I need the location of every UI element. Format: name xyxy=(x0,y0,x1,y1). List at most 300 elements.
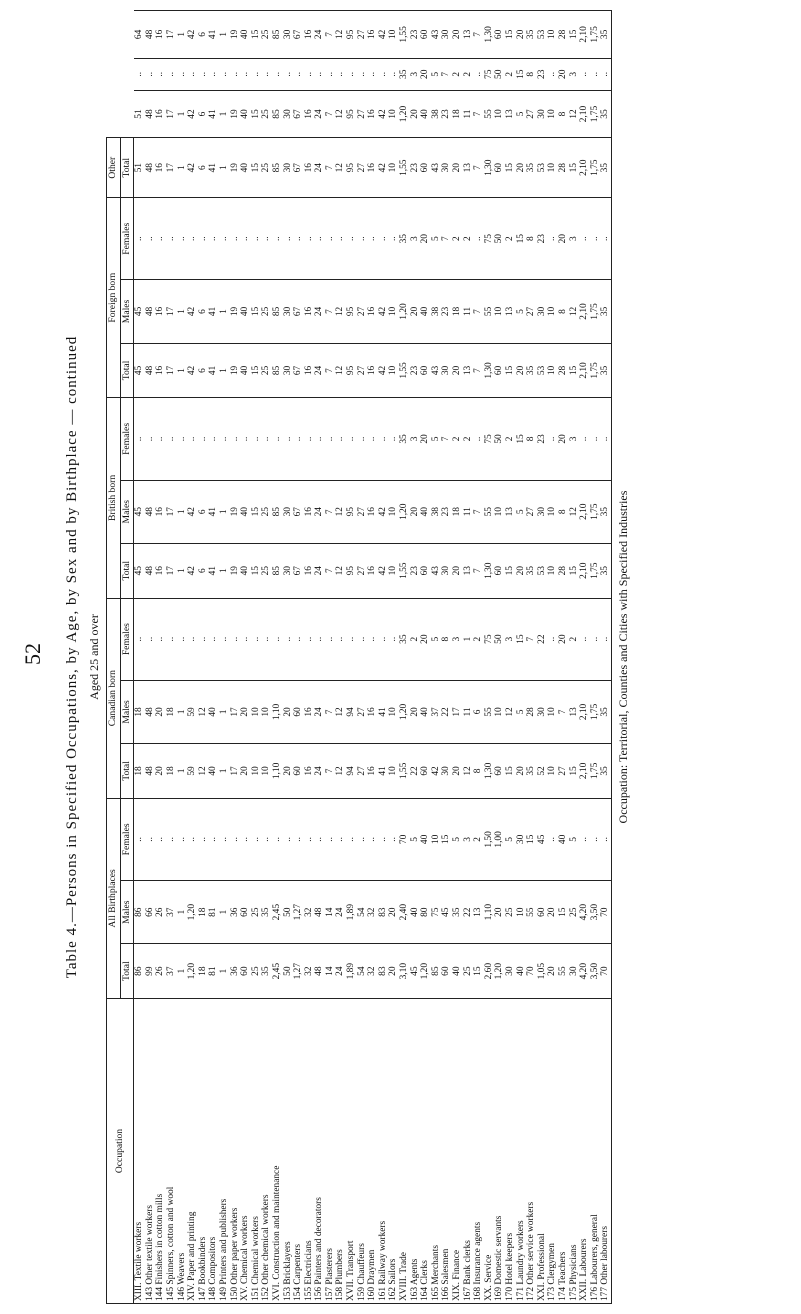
sub-header: Males xyxy=(120,680,134,743)
value-cell: .. xyxy=(600,798,611,880)
value-cell: 30 xyxy=(283,480,294,543)
value-cell: 22 xyxy=(410,744,421,799)
value-cell: 7 xyxy=(473,543,484,598)
value-cell: 20 xyxy=(516,543,527,598)
value-cell: .. xyxy=(261,198,272,280)
value-cell: 4,20 xyxy=(579,944,590,999)
value-cell: 1,55 xyxy=(399,744,410,799)
sub-header: Females xyxy=(120,798,134,880)
value-cell: 20 xyxy=(420,398,431,480)
value-cell: 53 xyxy=(537,11,548,59)
value-cell: .. xyxy=(208,58,219,90)
value-cell: 25 xyxy=(261,90,272,138)
value-cell: 24 xyxy=(314,680,325,743)
value-cell: .. xyxy=(314,198,325,280)
table-row xyxy=(526,11,537,1304)
table-row xyxy=(219,11,230,1304)
value-cell: .. xyxy=(261,58,272,90)
value-cell: 45 xyxy=(134,280,145,343)
value-cell: 2 xyxy=(463,398,474,480)
value-cell: 19 xyxy=(230,11,241,59)
value-cell: 16 xyxy=(367,11,378,59)
occupation-cell: 162 Sailors xyxy=(388,999,399,1304)
occupation-cell: 150 Other paper workers xyxy=(230,999,241,1304)
value-cell: 3,50 xyxy=(590,944,601,999)
value-cell: .. xyxy=(378,598,389,680)
value-cell: 5 xyxy=(516,90,527,138)
value-cell: 10 xyxy=(547,343,558,398)
value-cell: 1 xyxy=(177,280,188,343)
value-cell: 1,75 xyxy=(590,11,601,59)
value-cell: 28 xyxy=(558,11,569,59)
value-cell: 43 xyxy=(431,138,442,198)
value-cell: 35 xyxy=(600,280,611,343)
value-cell: 1,75 xyxy=(590,680,601,743)
value-cell: 94 xyxy=(346,744,357,799)
value-cell: 11 xyxy=(463,480,474,543)
value-cell: 1,20 xyxy=(399,280,410,343)
value-cell: 1 xyxy=(177,744,188,799)
value-cell: 32 xyxy=(304,944,315,999)
value-cell: .. xyxy=(187,198,198,280)
value-cell: 7 xyxy=(325,138,336,198)
value-cell: 6 xyxy=(198,11,209,59)
value-cell: 1 xyxy=(219,280,230,343)
sub-header: Total xyxy=(120,543,134,598)
value-cell: 1,20 xyxy=(399,90,410,138)
value-cell: 60 xyxy=(420,744,431,799)
value-cell: 28 xyxy=(558,138,569,198)
value-cell: .. xyxy=(378,798,389,880)
value-cell: 20 xyxy=(410,280,421,343)
sub-header: Total xyxy=(120,138,134,198)
value-cell: .. xyxy=(346,398,357,480)
value-cell: 2,60 xyxy=(484,944,495,999)
value-cell: 19 xyxy=(230,543,241,598)
value-cell: .. xyxy=(357,798,368,880)
value-cell: 48 xyxy=(145,343,156,398)
value-cell: 1,05 xyxy=(537,944,548,999)
value-cell: 15 xyxy=(516,398,527,480)
value-cell: 1,27 xyxy=(293,944,304,999)
table-row xyxy=(251,11,262,1304)
table-row xyxy=(494,11,505,1304)
value-cell: 15 xyxy=(251,343,262,398)
value-cell: 1,50 xyxy=(484,798,495,880)
value-cell: 7 xyxy=(473,138,484,198)
value-cell: 85 xyxy=(272,343,283,398)
value-cell: 15 xyxy=(569,343,580,398)
value-cell: 95 xyxy=(346,480,357,543)
value-cell: .. xyxy=(240,58,251,90)
occupation-cell: 149 Printers and publishers xyxy=(219,999,230,1304)
table-sub-caption: Occupation: Territorial, Counties and Cities with Specified Industries xyxy=(615,490,630,824)
table-row xyxy=(314,11,325,1304)
table-row xyxy=(505,11,516,1304)
value-cell: 59 xyxy=(187,744,198,799)
occupation-cell: 167 Bank clerks xyxy=(463,999,474,1304)
value-cell: .. xyxy=(325,398,336,480)
value-cell: 35 xyxy=(600,680,611,743)
value-cell: 10 xyxy=(251,680,262,743)
value-cell: 50 xyxy=(494,198,505,280)
occupation-cell: 176 Labourers, general xyxy=(590,999,601,1304)
value-cell: .. xyxy=(166,798,177,880)
value-cell: 1,00 xyxy=(494,798,505,880)
value-cell: 1,20 xyxy=(187,881,198,944)
value-cell: 3 xyxy=(410,198,421,280)
value-cell: 59 xyxy=(187,680,198,743)
value-cell: 36 xyxy=(230,881,241,944)
table-row xyxy=(367,11,378,1304)
value-cell: 10 xyxy=(388,744,399,799)
value-cell: 3 xyxy=(569,58,580,90)
occupation-cell: 153 Bricklayers xyxy=(283,999,294,1304)
value-cell: 1,75 xyxy=(590,343,601,398)
value-cell: 13 xyxy=(463,11,474,59)
value-cell: .. xyxy=(283,398,294,480)
value-cell: .. xyxy=(378,58,389,90)
value-cell: 12 xyxy=(569,90,580,138)
table-row xyxy=(600,11,611,1304)
value-cell: 12 xyxy=(569,280,580,343)
value-cell: 41 xyxy=(208,280,219,343)
value-cell: 10 xyxy=(547,280,558,343)
value-cell: 25 xyxy=(261,343,272,398)
value-cell: 60 xyxy=(420,138,431,198)
value-cell: 42 xyxy=(187,280,198,343)
table-row xyxy=(388,11,399,1304)
value-cell: 1,55 xyxy=(399,343,410,398)
value-cell: 48 xyxy=(314,881,325,944)
value-cell: 1,10 xyxy=(484,881,495,944)
value-cell: 25 xyxy=(251,881,262,944)
value-cell: .. xyxy=(187,58,198,90)
occupation-cell: XIII. Textile workers xyxy=(134,999,145,1304)
value-cell: 16 xyxy=(155,11,166,59)
value-cell: 8 xyxy=(526,58,537,90)
value-cell: .. xyxy=(145,58,156,90)
value-cell: 35 xyxy=(600,343,611,398)
value-cell: 60 xyxy=(494,11,505,59)
value-cell: 20 xyxy=(410,680,421,743)
value-cell: .. xyxy=(473,198,484,280)
value-cell: 27 xyxy=(558,744,569,799)
value-cell: 15 xyxy=(569,138,580,198)
value-cell: 3,10 xyxy=(399,944,410,999)
value-cell: .. xyxy=(357,198,368,280)
value-cell: 19 xyxy=(230,138,241,198)
value-cell: 41 xyxy=(208,90,219,138)
value-cell: 75 xyxy=(484,58,495,90)
occupation-cell: 145 Spinners, cotton and wool xyxy=(166,999,177,1304)
occupation-cell: 151 Chemical workers xyxy=(251,999,262,1304)
value-cell: .. xyxy=(272,598,283,680)
value-cell: 85 xyxy=(431,944,442,999)
value-cell: 40 xyxy=(240,543,251,598)
value-cell: 2 xyxy=(505,398,516,480)
value-cell: 18 xyxy=(166,680,177,743)
value-cell: .. xyxy=(304,58,315,90)
occupation-cell: 152 Other chemical workers xyxy=(261,999,272,1304)
value-cell: 27 xyxy=(526,280,537,343)
value-cell: 67 xyxy=(293,543,304,598)
value-cell: 35 xyxy=(600,744,611,799)
value-cell: 1,75 xyxy=(590,138,601,198)
value-cell: 5 xyxy=(505,798,516,880)
value-cell: .. xyxy=(177,198,188,280)
value-cell: 60 xyxy=(240,881,251,944)
value-cell: .. xyxy=(600,58,611,90)
value-cell: 5 xyxy=(516,680,527,743)
value-cell: .. xyxy=(240,598,251,680)
value-cell: 42 xyxy=(187,90,198,138)
value-cell: 1 xyxy=(177,480,188,543)
value-cell: 10 xyxy=(388,11,399,59)
value-cell: 40 xyxy=(240,138,251,198)
value-cell: 13 xyxy=(463,543,474,598)
value-cell: 10 xyxy=(547,11,558,59)
value-cell: 53 xyxy=(537,543,548,598)
value-cell: 35 xyxy=(600,90,611,138)
value-cell: 66 xyxy=(145,881,156,944)
value-cell: 12 xyxy=(463,744,474,799)
value-cell: 14 xyxy=(325,944,336,999)
value-cell: 17 xyxy=(166,343,177,398)
value-cell: 12 xyxy=(335,280,346,343)
value-cell: .. xyxy=(378,398,389,480)
value-cell: 2 xyxy=(473,798,484,880)
occupation-cell: 168 Insurance agents xyxy=(473,999,484,1304)
value-cell: 35 xyxy=(526,11,537,59)
value-cell: .. xyxy=(367,58,378,90)
value-cell: 1,75 xyxy=(590,280,601,343)
value-cell: 16 xyxy=(367,280,378,343)
value-cell: .. xyxy=(177,58,188,90)
occupation-cell: 157 Plasterers xyxy=(325,999,336,1304)
occupation-cell: 174 Teachers xyxy=(558,999,569,1304)
sub-header: Males xyxy=(120,881,134,944)
value-cell: 27 xyxy=(357,480,368,543)
value-cell: 94 xyxy=(346,680,357,743)
value-cell: 23 xyxy=(441,480,452,543)
value-cell: 17 xyxy=(166,11,177,59)
value-cell: 85 xyxy=(272,543,283,598)
value-cell: 42 xyxy=(378,480,389,543)
value-cell: .. xyxy=(579,198,590,280)
value-cell: .. xyxy=(155,58,166,90)
value-cell: .. xyxy=(145,198,156,280)
value-cell: 20 xyxy=(388,881,399,944)
value-cell: 5 xyxy=(569,798,580,880)
value-cell: 20 xyxy=(388,944,399,999)
value-cell: 15 xyxy=(441,798,452,880)
value-cell: .. xyxy=(579,798,590,880)
value-cell: 18 xyxy=(198,944,209,999)
value-cell: 35 xyxy=(452,881,463,944)
value-cell: 11 xyxy=(463,280,474,343)
occupation-cell: 156 Painters and decorators xyxy=(314,999,325,1304)
value-cell: 15 xyxy=(569,543,580,598)
value-cell: 8 xyxy=(558,280,569,343)
value-cell: 60 xyxy=(494,343,505,398)
value-cell: 12 xyxy=(569,480,580,543)
value-cell: 6 xyxy=(198,343,209,398)
value-cell: .. xyxy=(388,198,399,280)
value-cell: 22 xyxy=(537,598,548,680)
group-header: Canadian born xyxy=(107,598,121,798)
value-cell: 48 xyxy=(145,138,156,198)
value-cell: 42 xyxy=(378,543,389,598)
value-cell: 60 xyxy=(420,11,431,59)
value-cell: 10 xyxy=(494,480,505,543)
value-cell: 1 xyxy=(219,90,230,138)
value-cell: 20 xyxy=(420,58,431,90)
value-cell: 20 xyxy=(558,58,569,90)
occupation-cell: 147 Bookbinders xyxy=(198,999,209,1304)
value-cell: .. xyxy=(335,798,346,880)
value-cell: 12 xyxy=(198,744,209,799)
value-cell: 1 xyxy=(219,881,230,944)
value-cell: 67 xyxy=(293,280,304,343)
value-cell: 13 xyxy=(505,280,516,343)
value-cell: .. xyxy=(261,798,272,880)
value-cell: 10 xyxy=(261,680,272,743)
value-cell: 8 xyxy=(558,90,569,138)
table-row xyxy=(431,11,442,1304)
value-cell: 55 xyxy=(484,680,495,743)
value-cell: 24 xyxy=(314,343,325,398)
value-cell: 25 xyxy=(261,280,272,343)
value-cell: 10 xyxy=(494,280,505,343)
value-cell: 1 xyxy=(177,881,188,944)
value-cell: 48 xyxy=(145,11,156,59)
value-cell: 67 xyxy=(293,480,304,543)
value-cell: 50 xyxy=(283,881,294,944)
value-cell: 24 xyxy=(314,280,325,343)
table-row xyxy=(208,11,219,1304)
value-cell: 64 xyxy=(134,11,145,59)
value-cell: 10 xyxy=(547,680,558,743)
value-cell: .. xyxy=(134,58,145,90)
value-cell: .. xyxy=(283,598,294,680)
value-cell: 42 xyxy=(187,138,198,198)
value-cell: 40 xyxy=(208,680,219,743)
value-cell: 16 xyxy=(367,543,378,598)
value-cell: 55 xyxy=(484,280,495,343)
value-cell: 1 xyxy=(219,11,230,59)
value-cell: .. xyxy=(590,398,601,480)
value-cell: .. xyxy=(547,798,558,880)
value-cell: 85 xyxy=(272,480,283,543)
value-cell: 1 xyxy=(177,543,188,598)
value-cell: .. xyxy=(357,598,368,680)
value-cell: 24 xyxy=(314,138,325,198)
table-row xyxy=(463,11,474,1304)
value-cell: 19 xyxy=(230,480,241,543)
value-cell: .. xyxy=(240,398,251,480)
value-cell: 23 xyxy=(410,138,421,198)
value-cell: .. xyxy=(590,798,601,880)
value-cell: .. xyxy=(155,398,166,480)
value-cell: 15 xyxy=(526,798,537,880)
value-cell: .. xyxy=(367,798,378,880)
value-cell: 20 xyxy=(494,881,505,944)
value-cell: 10 xyxy=(388,280,399,343)
value-cell: .. xyxy=(293,398,304,480)
value-cell: 27 xyxy=(357,343,368,398)
value-cell: .. xyxy=(219,58,230,90)
value-cell: 48 xyxy=(145,680,156,743)
value-cell: 7 xyxy=(473,343,484,398)
value-cell: 7 xyxy=(325,90,336,138)
table-row xyxy=(420,11,431,1304)
value-cell: 1 xyxy=(177,680,188,743)
value-cell: .. xyxy=(346,198,357,280)
value-cell: 95 xyxy=(346,90,357,138)
value-cell: 27 xyxy=(526,90,537,138)
value-cell: .. xyxy=(325,198,336,280)
value-cell: 75 xyxy=(431,881,442,944)
value-cell: .. xyxy=(219,798,230,880)
value-cell: 6 xyxy=(198,90,209,138)
table-subtitle: Aged 25 and over xyxy=(87,614,101,700)
value-cell: .. xyxy=(145,598,156,680)
value-cell: 67 xyxy=(293,90,304,138)
value-cell: 7 xyxy=(473,11,484,59)
value-cell: 41 xyxy=(208,543,219,598)
value-cell: .. xyxy=(251,58,262,90)
value-cell: .. xyxy=(304,798,315,880)
table-row xyxy=(346,11,357,1304)
value-cell: 23 xyxy=(410,343,421,398)
value-cell: 5 xyxy=(431,598,442,680)
value-cell: 8 xyxy=(558,480,569,543)
value-cell: 86 xyxy=(134,881,145,944)
value-cell: 12 xyxy=(335,744,346,799)
value-cell: 28 xyxy=(558,343,569,398)
value-cell: 16 xyxy=(367,680,378,743)
value-cell: 20 xyxy=(452,744,463,799)
value-cell: 7 xyxy=(325,280,336,343)
value-cell: 20 xyxy=(547,944,558,999)
value-cell: 24 xyxy=(314,744,325,799)
occupation-cell: 159 Chauffeurs xyxy=(357,999,368,1304)
value-cell: 16 xyxy=(304,11,315,59)
value-cell: 2,10 xyxy=(579,280,590,343)
value-cell: 19 xyxy=(230,343,241,398)
value-cell: 8 xyxy=(526,198,537,280)
value-cell: 20 xyxy=(547,881,558,944)
value-cell: 41 xyxy=(208,480,219,543)
value-cell: .. xyxy=(240,798,251,880)
value-cell: 40 xyxy=(558,798,569,880)
value-cell: 18 xyxy=(452,480,463,543)
value-cell: 5 xyxy=(452,798,463,880)
value-cell: .. xyxy=(208,198,219,280)
value-cell: 83 xyxy=(378,881,389,944)
value-cell: .. xyxy=(198,198,209,280)
table-row xyxy=(357,11,368,1304)
value-cell: 81 xyxy=(208,944,219,999)
table-row xyxy=(335,11,346,1304)
value-cell: 95 xyxy=(346,11,357,59)
value-cell: 12 xyxy=(198,680,209,743)
occupation-cell: 169 Domestic servants xyxy=(494,999,505,1304)
value-cell: 42 xyxy=(431,744,442,799)
value-cell: 67 xyxy=(293,11,304,59)
value-cell: 41 xyxy=(378,680,389,743)
